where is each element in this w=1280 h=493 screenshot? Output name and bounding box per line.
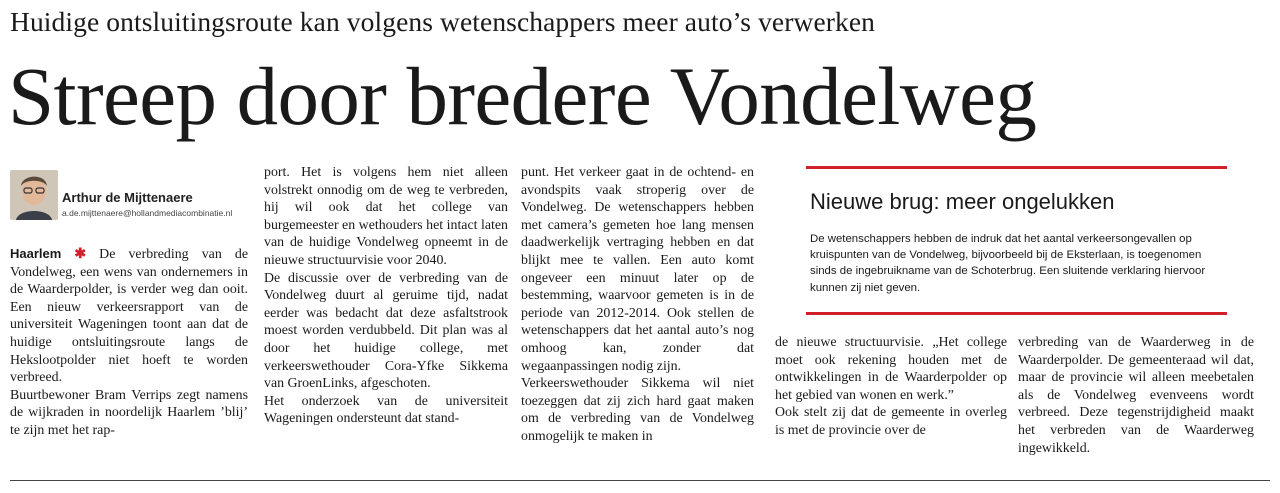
paragraph: Het onderzoek van de universiteit Wageningen ondersteunt dat stand-	[264, 393, 508, 427]
paragraph: Ook stelt zij dat de gemeente in overleg is met de provincie over de	[775, 405, 1007, 438]
sidebar-top-rule	[806, 166, 1227, 169]
kicker: Huidige ontsluitingsroute kan volgens wetenschappers meer auto’s verwerken	[10, 6, 876, 37]
avatar	[10, 170, 58, 220]
paragraph: de nieuwe structuurvisie. „Het college moet ook rekening houden met de ontwikkelingen in de Waarderpolder op het gebied van wonen en werk.”	[775, 335, 1007, 403]
headline: Streep door bredere Vondelweg	[8, 50, 1037, 142]
sidebar-box	[796, 166, 1228, 316]
author-email[interactable]: a.de.mijttenaere@hollandmediacombinatie.nl	[62, 208, 233, 218]
author-byline	[10, 164, 250, 236]
dateline-star-icon: ✱	[74, 245, 87, 261]
column-1	[10, 245, 248, 440]
column-2	[264, 164, 508, 428]
sidebar-bottom-rule	[806, 312, 1227, 315]
paragraph	[10, 245, 248, 387]
paragraph: verbreding van de Waarderweg in de Waarderpolder. De gemeenteraad wil dat, maar de provincie wil alleen meebetalen als de Vondelweg evenveens wordt verbreed. Deze tegenstrijdigheid maakt het verbreden van de Waarderweg ingewikkeld.	[1018, 335, 1254, 456]
paragraph-text: De verbreding van de Vondelweg, een wens van ondernemers in de Waarderpolder, is verder weg dan ooit. Een nieuw verkeersrapport van de universiteit Wageningen toont aan dat de huidige ontsluitingsroute langs de Hekslootpolder niet hoeft te worden verbreed.	[10, 247, 248, 386]
sidebar-title: Nieuwe brug: meer ongelukken	[810, 189, 1115, 214]
paragraph: punt. Het verkeer gaat in de ochtend- en avondspits vaak stroperig over de Vondelweg. De wetenschappers hebben met camera’s gemeten hoe lang mensen daadwerkelijk vertraging hebben en dat blijkt mee te vallen. Een auto komt ongeveer een minuut later op de bestemming, waarvoor gemeten is in de periode van 2012-2014. Ook stellen de wetenschappers dat het aantal auto’s nog omhoog kan, zonder dat wegaanpassingen nodig zijn.	[521, 165, 754, 374]
sidebar-text: De wetenschappers hebben de indruk dat het aantal verkeersongevallen op kruispunten van de Vondelweg, bijvoorbeeld bij de Eksterlaan, is toegenomen sinds de ingebruikname van de Schoterbrug. Een sluitende verklaring hiervoor kunnen zij niet geven.	[810, 233, 1206, 294]
column-4	[775, 334, 1007, 440]
paragraph: port. Het is volgens hem niet alleen volstrekt onnodig om de weg te verbreden, hij wil ook dat het college van burgemeester en wethouders het intact laten van de huidige Vondelweg opneemt in de nieuwe structuurvisie voor 2040.	[264, 165, 508, 268]
author-name: Arthur de Mijttenaere	[62, 190, 193, 205]
page-divider	[10, 480, 1270, 481]
paragraph: De discussie over de verbreding van de Vondelweg duurt al geruime tijd, nadat eerder was bedacht dat deze asfaltstrook moest worden verdubbeld. Dit plan was al door het huidige college, met verkeerswethouder Cora-Yfke Sikkema van GroenLinks, afgeschoten.	[264, 270, 508, 392]
column-3	[521, 164, 754, 446]
paragraph: Verkeerswethouder Sikkema wil niet toezeggen dat zij zich hard gaat maken om de verbreding van de Vondelweg onmogelijk te maken in	[521, 376, 754, 444]
paragraph: Buurtbewoner Bram Verrips zegt namens de wijkraden in noordelijk Haarlem ’blij’ te zijn met het rap-	[10, 387, 248, 438]
column-5	[1018, 334, 1254, 457]
dateline: Haarlem	[10, 246, 62, 261]
